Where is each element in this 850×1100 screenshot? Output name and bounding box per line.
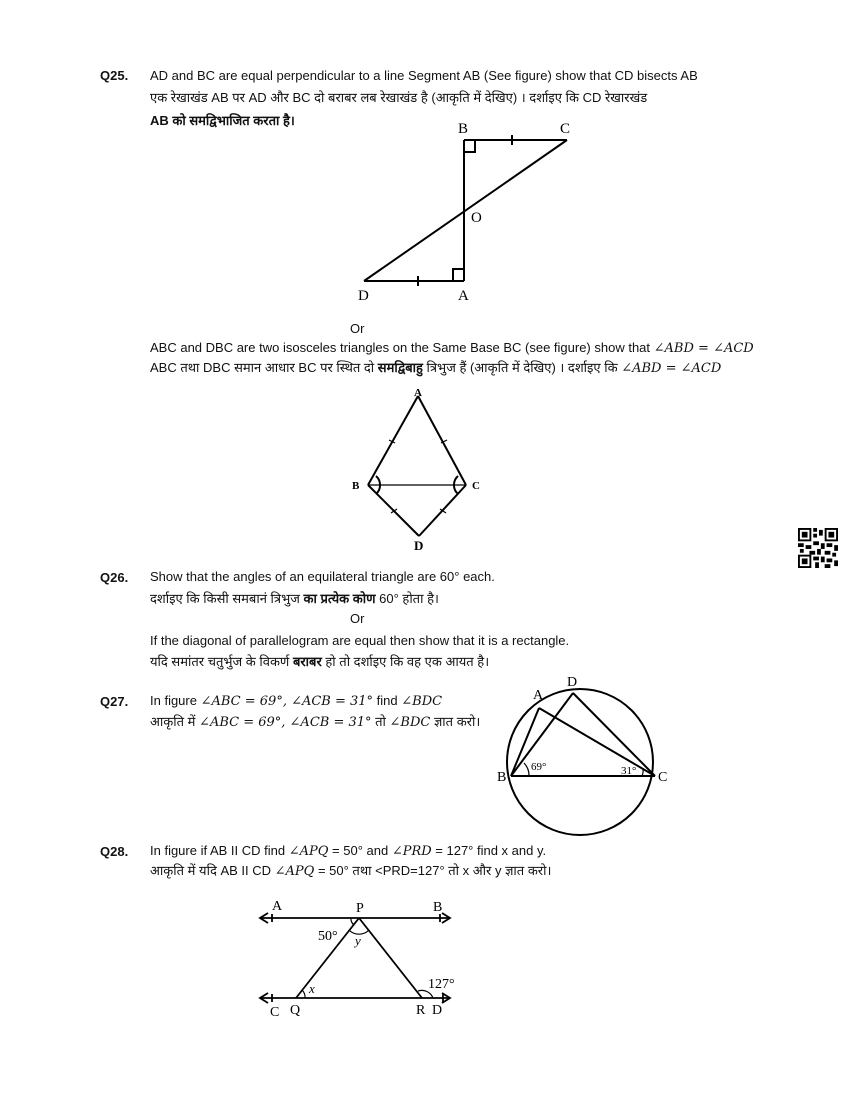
- hi-text-mid: तो: [371, 714, 390, 729]
- alt-en-math: ∠ABD = ∠ACD: [653, 341, 754, 356]
- label-d: D: [358, 288, 369, 304]
- figure-parallel-lines: [250, 890, 470, 1020]
- hi-math-2: ∠BDC: [389, 715, 431, 730]
- hi-text-post: ज्ञात करो।: [430, 714, 481, 729]
- figure-circle-triangles: [495, 672, 680, 837]
- en-math-2: ∠PRD: [391, 844, 432, 859]
- hi-text: आकृति में यदि AB II CD: [150, 863, 275, 878]
- figure-perpendicular-segments: [350, 118, 590, 308]
- question-text-hi: [150, 712, 480, 733]
- en-text-mid: find: [373, 693, 402, 708]
- label-a: A: [533, 688, 544, 703]
- or-divider: Or: [350, 321, 365, 336]
- angle-apq-label: 50°: [318, 929, 338, 944]
- label-x: x: [309, 981, 315, 996]
- alt-en-text: ABC and DBC are two isosceles triangles on the Same Base BC (see figure) show that: [150, 340, 651, 355]
- label-a: A: [414, 388, 422, 399]
- or-divider: Or: [350, 611, 365, 626]
- question-text-hi-cont: AB को समद्विभाजित करता है।: [150, 113, 295, 128]
- alt-hi-text: यदि समांतर चतुर्भुज के विकर्ण: [150, 654, 293, 669]
- question-number: Q27.: [100, 694, 129, 709]
- hi-math: ∠APQ: [274, 864, 315, 879]
- question-number: Q25.: [100, 68, 129, 83]
- label-a: A: [458, 288, 469, 304]
- alt-hi-text-post: त्रिभुज हैं (आकृति में देखिए) । दर्शाइए कि: [422, 360, 618, 375]
- hi-text: दर्शाइए कि किसी समबानं त्रिभुज: [150, 591, 304, 606]
- question-text-hi: [150, 861, 551, 882]
- hi-text-post: 60° होता है।: [375, 591, 439, 606]
- label-d: D: [414, 538, 424, 553]
- angle-b-label: 69°: [531, 761, 547, 773]
- en-text-mid: = 50° and: [328, 843, 392, 858]
- alt-question-text-hi: [150, 652, 489, 672]
- question-number: Q26.: [100, 570, 129, 585]
- label-b: B: [433, 900, 443, 915]
- hi-math: ∠ABC = 69°, ∠ACB = 31°: [199, 715, 372, 730]
- hi-text-post: = 50° तथा <PRD=127° तो x और y ज्ञात करो।: [314, 863, 552, 878]
- figure-isosceles-triangles: [348, 388, 498, 553]
- alt-hi-bold: समद्विबाहु: [377, 360, 423, 375]
- label-p: P: [356, 901, 364, 916]
- en-text: In figure: [150, 693, 201, 708]
- question-text-en: AD and BC are equal perpendicular to a line Segment AB (See figure) show that CD bisects AB: [150, 68, 698, 83]
- label-y: y: [355, 933, 361, 948]
- en-math-2: ∠BDC: [401, 694, 443, 709]
- en-text: In figure if AB II CD find: [150, 843, 289, 858]
- label-c: C: [658, 770, 668, 785]
- alt-hi-bold: बराबर: [292, 654, 322, 669]
- hi-text: आकृति में: [150, 714, 200, 729]
- alt-question-text-en: [150, 338, 754, 359]
- en-math: ∠ABC = 69°, ∠ACB = 31°: [200, 694, 374, 709]
- label-a: A: [272, 899, 283, 914]
- question-text-hi: एक रेखाखंड AB पर AD और BC दो बराबर लब रेखाखंड है (आकृति में देखिए) । दर्शाइए कि CD रेखारखंड: [150, 90, 648, 105]
- label-b: B: [497, 770, 507, 785]
- label-c: C: [560, 121, 571, 137]
- alt-question-text-en: If the diagonal of parallelogram are equal then show that it is a rectangle.: [150, 633, 570, 648]
- label-r: R: [416, 1003, 426, 1018]
- qr-code-icon: [798, 528, 838, 568]
- label-q: Q: [290, 1003, 301, 1018]
- label-d: D: [567, 675, 578, 690]
- label-o: O: [471, 210, 482, 226]
- angle-prd-label: 127°: [428, 977, 455, 992]
- question-text-en: Show that the angles of an equilateral triangle are 60° each.: [150, 569, 495, 584]
- alt-hi-math: ∠ABD = ∠ACD: [621, 361, 722, 376]
- question-text-en: [150, 691, 442, 712]
- label-d: D: [432, 1003, 443, 1018]
- en-text-post: = 127° find x and y.: [431, 843, 547, 858]
- alt-hi-text-post: हो तो दर्शाइए कि वह एक आयत है।: [321, 654, 490, 669]
- alt-question-text-hi: [150, 358, 721, 379]
- question-number: Q28.: [100, 844, 129, 859]
- hi-bold: का प्रत्येक कोण: [303, 591, 376, 606]
- label-b: B: [458, 121, 469, 137]
- label-c: C: [472, 480, 480, 492]
- question-text-en: [150, 841, 546, 862]
- label-b: B: [352, 480, 360, 492]
- question-text-hi: [150, 589, 439, 609]
- alt-hi-text: ABC तथा DBC समान आधार BC पर स्थित दो: [150, 360, 378, 375]
- label-c: C: [270, 1005, 280, 1020]
- en-math: ∠APQ: [288, 844, 329, 859]
- angle-c-label: 31°: [621, 765, 637, 777]
